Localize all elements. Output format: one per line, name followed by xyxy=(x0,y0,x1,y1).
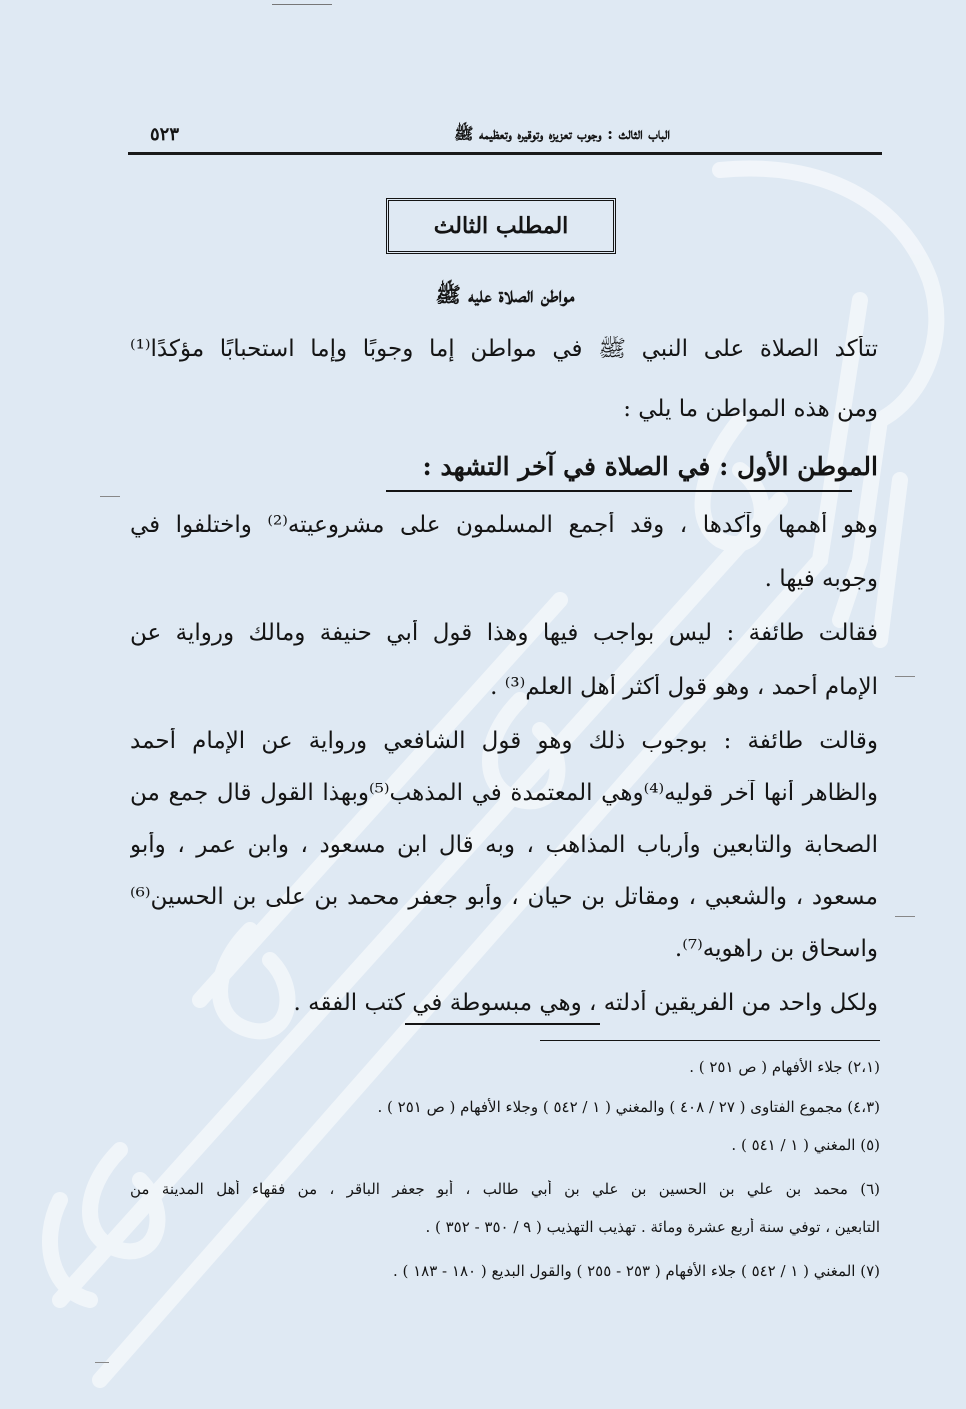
footnote: التابعين ، توفي سنة أربع عشرة ومائة . تهذيب التهذيب ( ٩ / ٣٥٠ - ٣٥٢ ) . xyxy=(425,1218,880,1236)
page-header xyxy=(130,120,880,152)
heading-underline xyxy=(386,490,852,492)
section-subtitle: مواطن الصلاة عليه ﷺ xyxy=(435,282,575,307)
section-title: المطلب الثالث xyxy=(433,213,569,239)
margin-mark xyxy=(100,496,120,497)
header-rule xyxy=(128,152,882,155)
body-line: الإمام أحمد ، وهو قول أكثر أهل العلم⁽³⁾ . xyxy=(490,674,878,700)
footnote: (٥) المغني ( ١ / ٥٤١ ) . xyxy=(731,1136,880,1154)
margin-mark xyxy=(895,916,915,917)
margin-mark xyxy=(95,1362,109,1363)
body-line: الصحابة والتابعين وأرباب المذاهب ، وبه قال ابن مسعود ، وابن عمر ، وأبو xyxy=(130,832,878,858)
footnote: (٤،٣) مجموع الفتاوى ( ٢٧ / ٤٠٨ ) والمغني ( ١ / ٥٤٢ ) وجلاء الأفهام ( ص ٢٥١ ) . xyxy=(377,1098,880,1116)
topic-heading: الموطن الأول : في الصلاة في آخر التشهد : xyxy=(422,452,878,481)
body-line: مسعود ، والشعبي ، ومقاتل بن حيان ، وأبو جعفر محمد بن على بن الحسين⁽⁶⁾ xyxy=(130,884,878,910)
body-line: تتأكد الصلاة على النبي ﷺ في مواطن إما وجوبًا وإما استحبابًا مؤكدًا⁽¹⁾ xyxy=(130,336,878,362)
body-line: وجوبه فيها . xyxy=(764,566,878,592)
body-line: واسحاق بن راهويه⁽⁷⁾. xyxy=(674,936,878,962)
body-line: ومن هذه المواطن ما يلي : xyxy=(623,396,878,422)
footnote: (٧) المغني ( ١ / ٥٤٢ ) جلاء الأفهام ( ٢٥٣ - ٢٥٥ ) والقول البديع ( ١٨٠ - ١٨٣ ) . xyxy=(392,1262,880,1280)
margin-mark xyxy=(895,676,915,677)
body-line: فقالت طائفة : ليس بواجب فيها وهذا قول أبي حنيفة ومالك ورواية عن xyxy=(130,620,878,646)
top-scan-line xyxy=(272,4,332,5)
body-line: وهو أهمها وآكدها ، وقد أجمع المسلمون على مشروعيته⁽²⁾ واختلفوا في xyxy=(130,512,878,538)
body-line: ولكل واحد من الفريقين أدلته ، وهي مبسوطة في كتب الفقه . xyxy=(293,990,878,1016)
footnote: (٢،١) جلاء الأفهام ( ص ٢٥١ ) . xyxy=(689,1058,880,1076)
phrase-underline xyxy=(405,1023,600,1025)
body-line: والظاهر أنها آخر قوليه⁽⁴⁾وهي المعتمدة في المذهب⁽⁵⁾وبهذا القول قال جمع من xyxy=(130,780,878,806)
page-number: ٥٢٣ xyxy=(150,124,180,145)
section-title-box xyxy=(386,198,616,254)
body-line: وقالت طائفة : بوجوب ذلك وهو قول الشافعي ورواية عن الإمام أحمد xyxy=(130,728,878,754)
footnote-rule xyxy=(540,1040,880,1041)
footnote: (٦) محمد بن علي بن الحسين بن علي بن أبي طالب ، أبو جعفر الباقر ، من فقهاء أهل المدينة من xyxy=(130,1180,880,1198)
chapter-title: الباب الثالث : وجوب تعزيزه وتوقيره وتعظيمه ﷺ xyxy=(454,124,670,143)
